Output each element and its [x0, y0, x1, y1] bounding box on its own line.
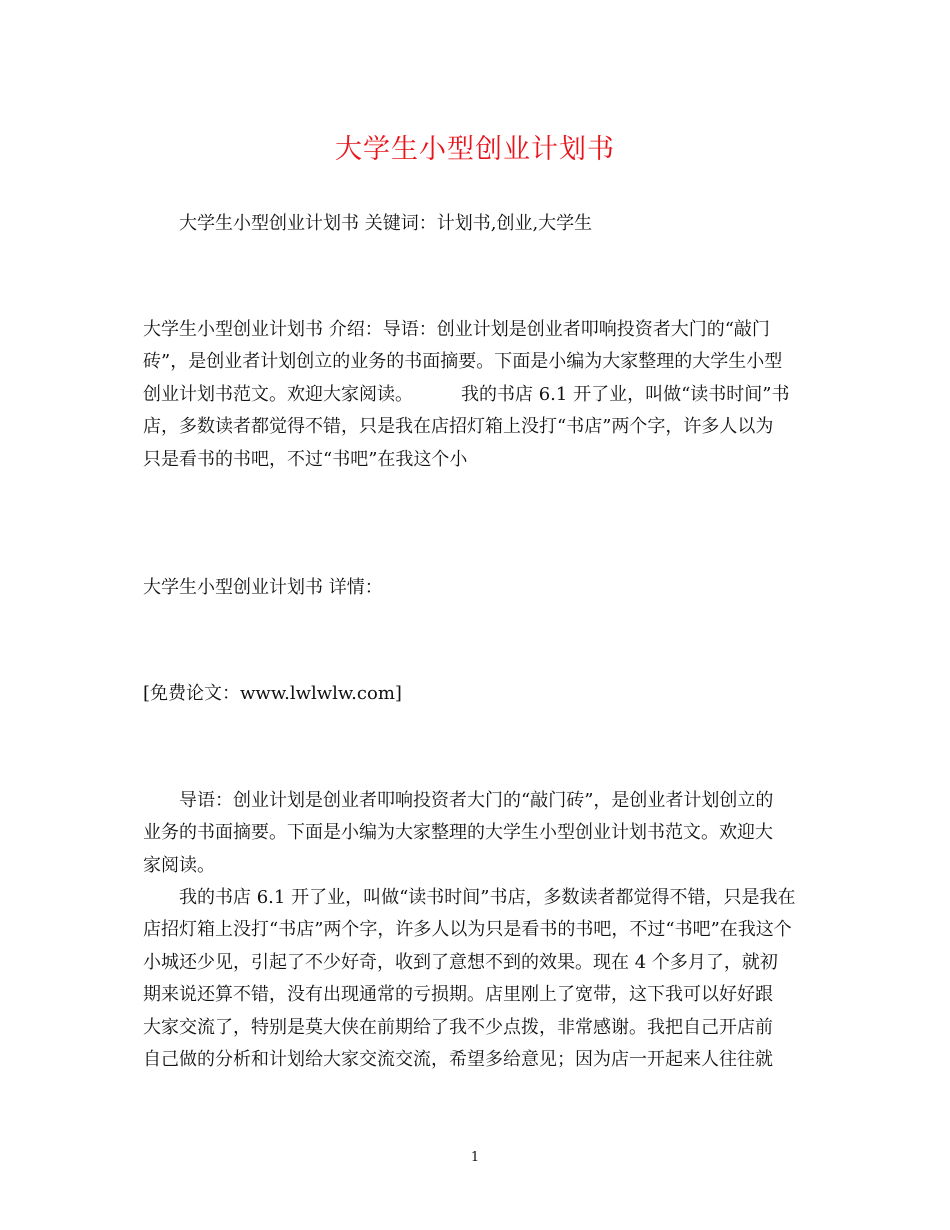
- body-p2-line-1: 我的书店 6.1 开了业，叫做“读书时间”书店，多数读者都觉得不错，只是我在: [179, 887, 796, 908]
- intro-line-3-tail: 我的书店 6.1 开了业，叫做“读书时间”书: [461, 383, 790, 405]
- body-p2-line-4: 期来说还算不错，没有出现通常的亏损期。店里刚上了宽带，这下我可以好好跟: [143, 984, 773, 1006]
- details-heading: [143, 572, 813, 604]
- source-note-text: [免费论文：www.lwlwlw.com]: [143, 683, 402, 704]
- body-paragraph-1: [143, 785, 813, 882]
- keywords-text: 大学生小型创业计划书 关键词：计划书,创业,大学生: [179, 213, 593, 234]
- body-p1-line-1: 导语：创业计划是创业者叩响投资者大门的“敲门砖”，是创业者计划创立的: [179, 790, 774, 811]
- intro-line-2: 砖”，是创业者计划创立的业务的书面摘要。下面是小编为大家整理的大学生小型: [143, 351, 783, 373]
- body-p2-line-6: 自己做的分析和计划给大家交流交流，希望多给意见；因为店一开起来人往往就: [143, 1048, 773, 1070]
- intro-paragraph: [143, 314, 813, 476]
- intro-line-3-head: 创业计划书范文。欢迎大家阅读。: [143, 383, 413, 405]
- page-number: 1: [470, 1150, 480, 1165]
- body-paragraph-2: [143, 882, 813, 1076]
- body-p2-line-3: 小城还少见，引起了不少好奇，收到了意想不到的效果。现在 4 个多月了，就初: [143, 951, 778, 973]
- intro-line-4: 店，多数读者都觉得不错，只是我在店招灯箱上没打“书店”两个字，许多人以为: [143, 416, 774, 438]
- body-p1-line-2: 业务的书面摘要。下面是小编为大家整理的大学生小型创业计划书范文。欢迎大: [143, 822, 773, 844]
- intro-line-1: 大学生小型创业计划书 介绍：导语：创业计划是创业者叩响投资者大门的“敲门: [143, 319, 770, 340]
- document-title: 大学生小型创业计划书: [335, 134, 615, 165]
- body-p2-line-2: 店招灯箱上没打“书店”两个字，许多人以为只是看书的书吧，不过“书吧”在我这个: [143, 919, 792, 941]
- details-heading-text: 大学生小型创业计划书 详情：: [143, 577, 383, 598]
- source-note: [143, 678, 813, 710]
- body-p1-line-3: 家阅读。: [143, 854, 215, 876]
- keywords-line: [143, 208, 813, 240]
- intro-line-5: 只是看书的书吧，不过“书吧”在我这个小: [143, 448, 468, 470]
- intro-line-3: [143, 379, 813, 411]
- body-p2-line-5: 大家交流了，特别是莫大侠在前期给了我不少点拨，非常感谢。我把自己开店前: [143, 1016, 773, 1038]
